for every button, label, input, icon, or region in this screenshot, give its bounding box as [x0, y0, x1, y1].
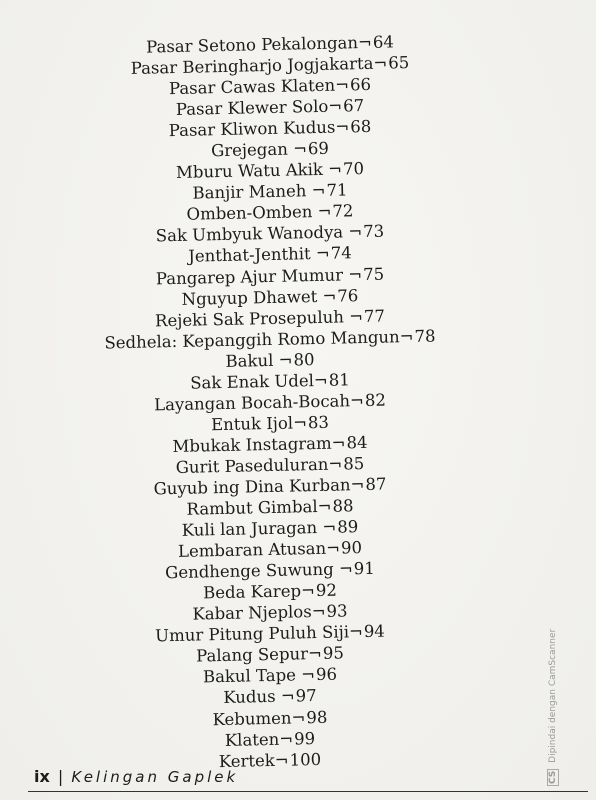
toc-entry-title: Klaten — [224, 729, 280, 750]
toc-entry-page: 83 — [307, 412, 330, 433]
toc-entry-page: 90 — [340, 538, 363, 558]
toc-separator: ¬ — [348, 622, 364, 642]
toc-entry-title: Rambut Gimbal — [186, 497, 318, 519]
toc-entry-page: 73 — [362, 222, 385, 242]
toc-entry-page: 84 — [346, 432, 368, 453]
toc-separator: ¬ — [279, 729, 294, 749]
toc-entry-title: Layangan Bocah-Bocah — [153, 391, 351, 415]
toc-separator: ¬ — [317, 496, 332, 517]
toc-separator: ¬ — [357, 32, 373, 53]
toc-separator: ¬ — [335, 117, 350, 137]
toc-entry-title: Sak Enak Udel — [190, 370, 315, 393]
page-footer — [34, 764, 238, 790]
toc-separator: ¬ — [317, 202, 332, 222]
toc-entry-page: 68 — [350, 117, 372, 137]
toc-separator: ¬ — [292, 413, 308, 433]
page-number: ix — [34, 767, 50, 786]
toc-entry-page: 88 — [332, 496, 354, 516]
toc-entry-page: 75 — [362, 264, 385, 284]
toc-separator: ¬ — [348, 306, 364, 326]
toc-entry-title: Umur Pitung Puluh Siji — [154, 622, 350, 646]
toc-entry-title: Kebumen — [212, 708, 292, 729]
toc-entry-title: Beda Karep — [202, 581, 302, 603]
toc-entry-page: 72 — [332, 201, 354, 222]
toc-separator: ¬ — [373, 53, 388, 73]
toc-separator: ¬ — [327, 159, 343, 180]
toc-entry-page: 82 — [364, 390, 387, 410]
toc-separator: ¬ — [315, 244, 330, 264]
toc-entry-page: 87 — [365, 474, 387, 494]
toc-separator: ¬ — [328, 96, 343, 116]
camscanner-logo-icon: CS — [548, 770, 558, 784]
toc-entry-page: 85 — [343, 453, 365, 474]
toc-entry-title: Bakul Tape — [202, 665, 302, 687]
toc-entry-title: Sedhela: Kepanggih Romo Mangun — [104, 326, 400, 353]
book-title: Kelingan Gaplek — [71, 768, 239, 786]
toc-entry-title: Kabar Njeplos — [192, 602, 312, 624]
toc-entry-title: Pasar Klewer Solo — [175, 96, 329, 120]
toc-separator: ¬ — [292, 139, 308, 159]
toc-separator: ¬ — [338, 559, 354, 579]
toc-separator: ¬ — [280, 686, 295, 707]
toc-separator: ¬ — [307, 644, 323, 664]
table-of-contents — [0, 34, 540, 771]
toc-separator: ¬ — [328, 454, 343, 474]
toc-separator: ¬ — [348, 222, 363, 242]
toc-entry-page: 98 — [306, 707, 328, 727]
toc-entry-title: Pasar Setono Pekalongan — [145, 33, 359, 57]
toc-entry-title: Pasar Kliwon Kudus — [168, 117, 336, 141]
toc-entry-title: Kuli lan Juragan — [181, 517, 323, 540]
toc-entry-title: Gendhenge Suwung — [164, 559, 340, 583]
toc-entry-title: Banjir Maneh — [192, 181, 312, 203]
toc-entry-page: 100 — [289, 749, 322, 770]
toc-separator: ¬ — [300, 665, 316, 685]
toc-entry-page: 94 — [363, 621, 386, 642]
toc-entry-page: 64 — [372, 32, 395, 52]
toc-entry-title: Mbukak Instagram — [172, 433, 332, 456]
toc-entry-title: Sak Umbyuk Wanodya — [155, 222, 349, 246]
toc-entry-title: Pasar Cawas Klaten — [168, 75, 336, 99]
watermark-text: Dipindai dengan CamScanner — [548, 628, 558, 763]
toc-entry-page: 89 — [337, 517, 359, 537]
toc-separator: ¬ — [322, 517, 337, 537]
toc-separator: ¬ — [278, 350, 293, 370]
toc-separator: ¬ — [348, 264, 363, 284]
toc-entry-title: Kertek — [218, 750, 275, 771]
toc-entry-page: 69 — [307, 139, 330, 159]
toc-entry-title: Rejeki Sak Prosepuluh — [154, 306, 350, 331]
toc-separator: ¬ — [325, 538, 341, 558]
toc-entry-page: 67 — [342, 96, 365, 116]
toc-entry-title: Gurit Paseduluran — [175, 454, 329, 477]
toc-entry-title: Pasar Beringharjo Jogjakarta — [130, 53, 374, 78]
footer-rule — [28, 791, 588, 792]
toc-separator: ¬ — [291, 707, 306, 728]
toc-entry-title: Lembaran Atusan — [177, 538, 327, 562]
toc-entry-page: 77 — [363, 306, 386, 326]
scanner-watermark — [548, 629, 558, 786]
toc-entry-page: 71 — [326, 180, 348, 201]
toc-entry-page: 81 — [328, 370, 350, 390]
toc-entry-title: Nguyup Dhawet — [181, 286, 323, 309]
toc-separator: ¬ — [334, 75, 350, 95]
footer-divider: | — [57, 767, 64, 786]
toc-entry-title: Palang Sepur — [195, 644, 309, 666]
toc-entry-title: Kudus — [223, 687, 282, 708]
toc-entry-title: Mburu Watu Akik — [175, 160, 329, 183]
toc-entry-page: 99 — [293, 728, 316, 749]
toc-entry-page: 95 — [322, 643, 345, 664]
toc-separator: ¬ — [331, 433, 346, 453]
toc-entry-page: 96 — [315, 665, 338, 685]
toc-separator: ¬ — [322, 286, 337, 306]
toc-entry-page: 66 — [349, 74, 372, 95]
toc-separator: ¬ — [399, 326, 414, 346]
toc-separator: ¬ — [311, 602, 326, 622]
toc-entry-title: Grejegan — [210, 139, 294, 161]
toc-entry-page: 92 — [315, 580, 338, 601]
toc-separator: ¬ — [300, 581, 316, 601]
toc-entry-title: Entuk Ijol — [210, 413, 294, 435]
toc-entry-title: Bakul — [225, 350, 279, 371]
toc-entry-page: 76 — [337, 285, 359, 306]
toc-entry-title: Guyub ing Dina Kurban — [153, 475, 351, 499]
toc-separator: ¬ — [349, 390, 365, 411]
toc-entry-page: 91 — [353, 558, 376, 579]
toc-entry-page: 78 — [414, 326, 436, 346]
toc-entry-page: 74 — [330, 243, 352, 264]
toc-entry-page: 65 — [388, 53, 410, 73]
toc-separator: ¬ — [350, 475, 365, 495]
toc-entry-page: 93 — [326, 601, 348, 622]
toc-entry-title: Jenthat-Jenthit — [188, 244, 317, 267]
toc-entry-page: 97 — [295, 686, 317, 706]
toc-separator: ¬ — [274, 750, 289, 770]
toc-separator: ¬ — [311, 181, 326, 201]
toc-entry-page: 70 — [342, 159, 365, 179]
toc-entry-page: 80 — [293, 349, 315, 370]
toc-entry-title: Omben-Omben — [186, 202, 318, 225]
toc-entry-title: Pangarep Ajur Mumur — [155, 264, 349, 288]
toc-separator: ¬ — [313, 370, 328, 390]
